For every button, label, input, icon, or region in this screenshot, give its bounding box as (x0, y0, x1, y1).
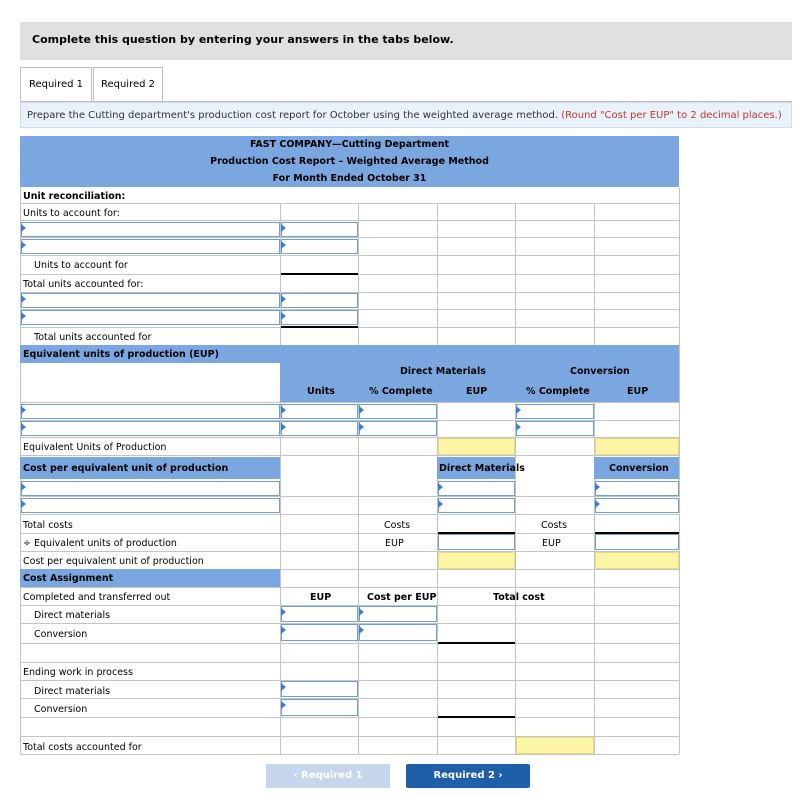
dm-eup-header: EUP (466, 386, 488, 397)
units-column-header: Units (307, 386, 335, 397)
eup-units-input-2[interactable] (281, 421, 358, 436)
conv-pct-complete-header: % Complete (526, 386, 590, 397)
report-period: For Month Ended October 31 (20, 170, 679, 187)
prev-required-1-button[interactable]: ‹ Required 1 (266, 764, 390, 788)
units-value-input-1[interactable] (281, 222, 358, 237)
grid-line (20, 662, 679, 663)
dm-cost-header: Direct Materials (439, 463, 525, 474)
dm-eup-label: EUP (385, 538, 404, 549)
total-costs-label: Total costs (23, 520, 73, 531)
conv-cost-input-1[interactable] (595, 481, 679, 496)
accounted-value-input-1[interactable] (281, 293, 358, 308)
conversion-column-header: Conversion (570, 366, 630, 377)
ct-conv-cost-input[interactable] (359, 624, 437, 641)
ct-dm-cost-input[interactable] (359, 606, 437, 622)
tab-required-1[interactable]: Required 1 (20, 67, 92, 101)
grid-line (20, 496, 679, 497)
conv-cost-header: Conversion (609, 463, 669, 474)
ct-dm-label: Direct materials (34, 610, 111, 621)
eup-header-label: Equivalent units of production (EUP) (23, 349, 219, 360)
ca-cost-per-eup-header: Cost per EUP (367, 592, 437, 603)
dm-eup-input[interactable] (438, 534, 515, 550)
div-eup-label: ÷ Equivalent units of production (23, 538, 177, 549)
cost-desc-input-2[interactable] (21, 498, 280, 513)
accounted-desc-input-1[interactable] (21, 293, 280, 308)
rounding-note: (Round "Cost per EUP" to 2 decimal places.) (561, 110, 782, 121)
conv-eup-total-cell (595, 438, 679, 455)
grid-line (20, 533, 679, 534)
units-value-input-2[interactable] (281, 239, 358, 254)
ca-eup-header: EUP (310, 592, 332, 603)
instruction-bar (20, 102, 792, 128)
ewip-conv-eup-input[interactable] (281, 699, 358, 716)
eup-units-input-1[interactable] (281, 404, 358, 419)
cost-assignment-label: Cost Assignment (23, 573, 114, 584)
grid-line (20, 643, 679, 644)
units-desc-input-1[interactable] (21, 222, 280, 237)
ending-wip-label: Ending work in process (23, 667, 133, 678)
grid-line (20, 203, 679, 204)
dm-costs-label: Costs (384, 520, 411, 531)
grid-line (20, 220, 679, 221)
conv-eup-label: EUP (542, 538, 561, 549)
tab-required-2[interactable]: Required 2 (93, 67, 163, 101)
ewip-dm-eup-input[interactable] (281, 681, 358, 697)
accounted-value-input-2[interactable] (281, 310, 358, 325)
grid-line (20, 717, 679, 718)
instruction-text: Prepare the Cutting department's production cost report for October using the weighted average method. (27, 110, 559, 121)
conv-costs-label: Costs (541, 520, 568, 531)
eup-total-label: Equivalent Units of Production (23, 442, 167, 453)
report-title: Production Cost Report – Weighted Average Method (20, 153, 679, 170)
dm-cost-input-1[interactable] (438, 481, 515, 496)
ct-conv-eup-input[interactable] (281, 624, 358, 641)
eup-desc-input-1[interactable] (21, 404, 280, 419)
dm-cost-per-eu-cell (438, 552, 515, 569)
units-to-account-total-label: Units to account for (34, 260, 128, 271)
question-banner: Complete this question by entering your answers in the tabs below. (20, 22, 792, 60)
grid-line (358, 203, 359, 754)
grid-line (20, 514, 679, 515)
eup-dm-pct-input-1[interactable] (359, 404, 437, 419)
cost-per-eu-header-label: Cost per equivalent unit of production (23, 463, 229, 474)
conv-eup-header: EUP (627, 386, 649, 397)
grid-line (679, 187, 680, 754)
total-underline (438, 716, 515, 718)
cost-per-eu-label: Cost per equivalent unit of production (23, 556, 204, 567)
unit-reconciliation-label: Unit reconciliation: (23, 191, 126, 202)
grid-line (20, 551, 679, 552)
eup-desc-input-2[interactable] (21, 421, 280, 436)
dm-eup-total-cell (438, 438, 515, 455)
total-costs-accounted-label: Total costs accounted for (23, 742, 142, 753)
units-desc-input-2[interactable] (21, 239, 280, 254)
grid-line (20, 255, 679, 256)
ca-total-cost-header: Total cost (493, 592, 545, 603)
total-underline (438, 642, 515, 644)
eup-conv-pct-input-2[interactable] (516, 421, 594, 436)
total-units-accounted-label: Total units accounted for: (23, 279, 144, 290)
eup-dm-pct-input-2[interactable] (359, 421, 437, 436)
conv-cost-input-2[interactable] (595, 498, 679, 513)
ct-dm-eup-input[interactable] (281, 606, 358, 622)
eup-conv-pct-input-1[interactable] (516, 404, 594, 419)
accounted-desc-input-2[interactable] (21, 310, 280, 325)
dm-cost-input-2[interactable] (438, 498, 515, 513)
grid-line (20, 402, 679, 403)
dm-column-header: Direct Materials (400, 366, 486, 377)
conv-eup-input[interactable] (595, 534, 679, 550)
next-required-2-button[interactable]: Required 2 › (406, 764, 530, 788)
cost-desc-input-1[interactable] (21, 481, 280, 496)
units-to-account-label: Units to account for: (23, 208, 120, 219)
total-costs-accounted-cell (516, 737, 594, 754)
grid-line (515, 203, 516, 754)
total-underline (281, 326, 358, 328)
grid-line (20, 455, 679, 456)
grid-line (20, 587, 679, 588)
grid-line (20, 237, 679, 238)
ct-conv-label: Conversion (34, 629, 88, 640)
grid-line (20, 754, 679, 755)
dm-pct-complete-header: % Complete (369, 386, 433, 397)
total-units-accounted-total-label: Total units accounted for (34, 332, 152, 343)
completed-transferred-label: Completed and transferred out (23, 592, 171, 603)
report-company: FAST COMPANY—Cutting Department (20, 136, 679, 153)
ewip-conv-label: Conversion (34, 704, 88, 715)
total-underline (281, 273, 358, 275)
grid-line (20, 437, 679, 438)
conv-cost-per-eu-cell (595, 552, 679, 569)
grid-line (280, 203, 281, 754)
ewip-dm-label: Direct materials (34, 686, 111, 697)
